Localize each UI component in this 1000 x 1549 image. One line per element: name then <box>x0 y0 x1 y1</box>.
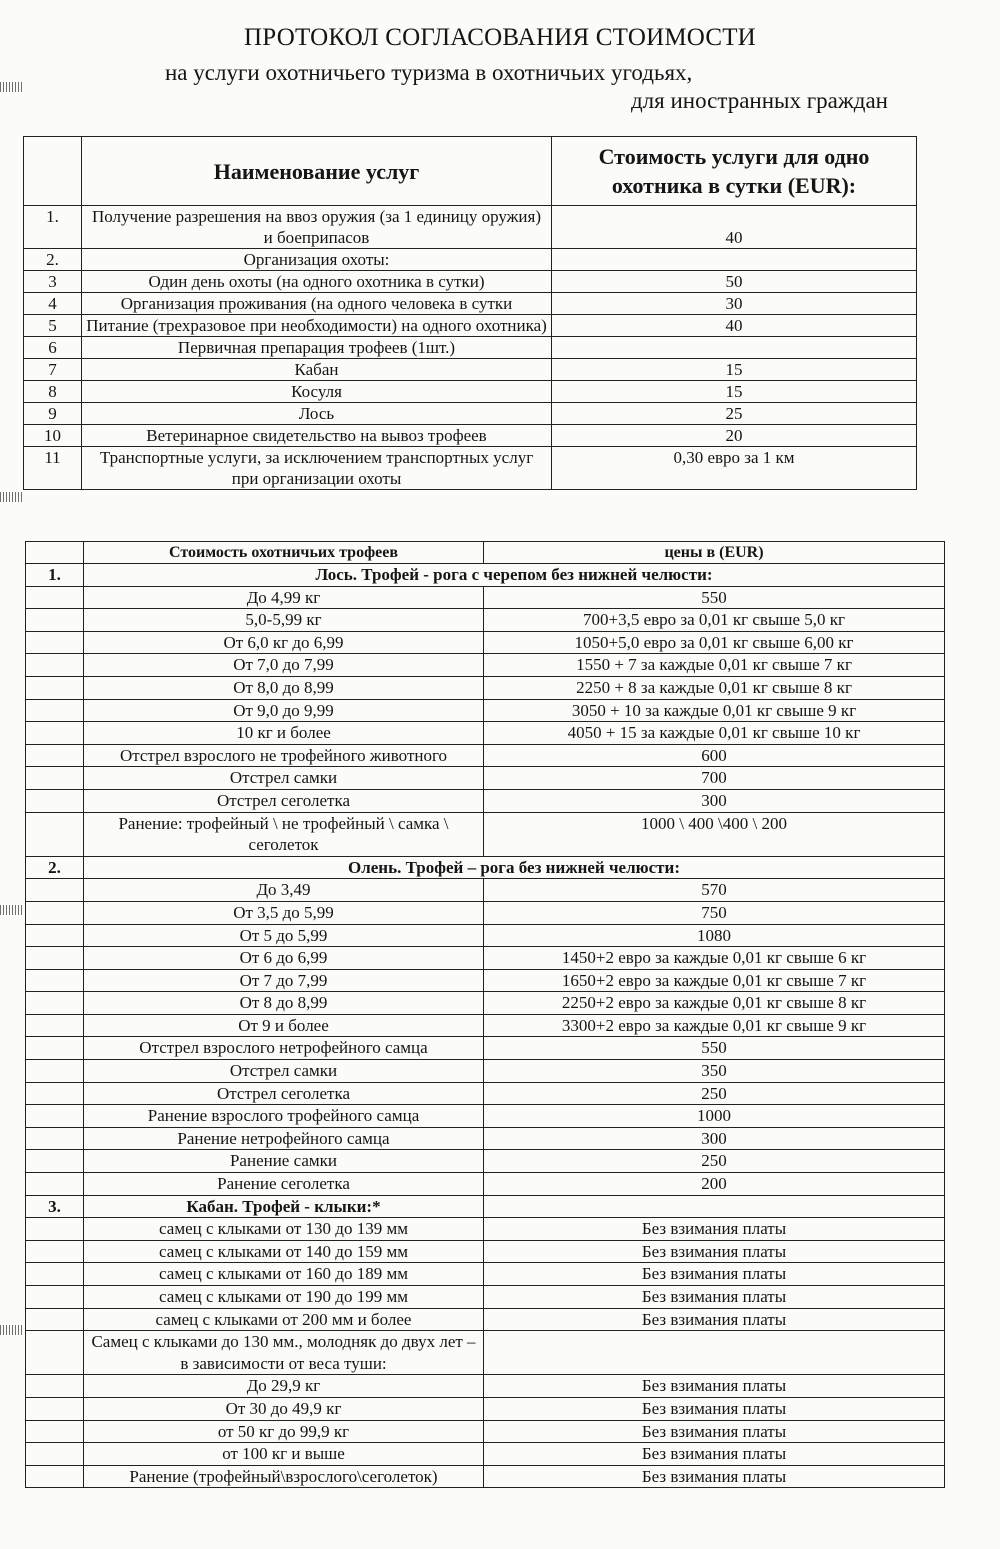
trophy-num <box>26 1173 84 1196</box>
service-price: 15 <box>552 381 917 403</box>
service-name: Организация проживания (на одного человека в сутки <box>82 293 552 315</box>
document-title: ПРОТОКОЛ СОГЛАСОВАНИЯ СТОИМОСТИ <box>244 24 756 51</box>
service-name: Ветеринарное свидетельство на вывоз трофеев <box>82 425 552 447</box>
service-price <box>552 249 917 271</box>
trophy-name: Отстрел взрослого не трофейного животного <box>84 744 484 767</box>
trophy-num <box>26 699 84 722</box>
service-name: Питание (трехразовое при необходимости) на одного охотника) <box>82 315 552 337</box>
trophy-price: 1000 <box>484 1105 945 1128</box>
service-row <box>24 206 917 249</box>
trophy-row <box>26 744 945 767</box>
service-num: 11 <box>24 447 82 490</box>
service-name: Кабан <box>82 359 552 381</box>
trophy-num <box>26 744 84 767</box>
trophy-price: 250 <box>484 1150 945 1173</box>
trophy-name: от 50 кг до 99,9 кг <box>84 1420 484 1443</box>
trophy-row <box>26 1443 945 1466</box>
scan-mark <box>0 82 24 92</box>
trophy-price: 1550 + 7 за каждые 0,01 кг свыше 7 кг <box>484 654 945 677</box>
trophy-row <box>26 1218 945 1241</box>
trophy-table-body <box>26 542 945 1488</box>
trophy-name: От 8,0 до 8,99 <box>84 676 484 699</box>
trophy-name: От 6,0 кг до 6,99 <box>84 631 484 654</box>
trophy-row <box>26 901 945 924</box>
service-name: Транспортные услуги, за исключением транспортных услуг при организации охоты <box>82 447 552 490</box>
trophy-row <box>26 969 945 992</box>
trophy-row <box>26 1127 945 1150</box>
trophy-price: 1080 <box>484 924 945 947</box>
service-num: 1. <box>24 206 82 249</box>
trophy-row <box>26 1308 945 1331</box>
trophy-num <box>26 676 84 699</box>
trophy-name: Ранение самки <box>84 1150 484 1173</box>
trophy-row <box>26 609 945 632</box>
service-name: Один день охоты (на одного охотника в сутки) <box>82 271 552 293</box>
trophy-row <box>26 1286 945 1309</box>
service-price: 20 <box>552 425 917 447</box>
trophy-row <box>26 722 945 745</box>
document-subtitle-line2: для иностранных граждан <box>630 88 888 113</box>
trophy-name: Ранение (трофейный\взрослого\сеголеток) <box>84 1465 484 1488</box>
trophy-row <box>26 699 945 722</box>
trophy-table <box>25 541 945 1488</box>
trophy-num <box>26 1375 84 1398</box>
trophy-row <box>26 1240 945 1263</box>
trophy-price: 300 <box>484 789 945 812</box>
trophy-name: Отстрел взрослого нетрофейного самца <box>84 1037 484 1060</box>
service-num: 10 <box>24 425 82 447</box>
trophy-name: самец с клыками от 140 до 159 мм <box>84 1240 484 1263</box>
service-row <box>24 381 917 403</box>
trophy-name: самец с клыками от 200 мм и более <box>84 1308 484 1331</box>
service-price: 30 <box>552 293 917 315</box>
trophy-num <box>26 609 84 632</box>
scan-mark <box>0 1325 24 1335</box>
trophy-name: Ранение сеголетка <box>84 1173 484 1196</box>
service-price: 50 <box>552 271 917 293</box>
service-price: 40 <box>552 315 917 337</box>
service-name: Косуля <box>82 381 552 403</box>
services-header-name: Наименование услуг <box>82 137 552 206</box>
service-num: 6 <box>24 337 82 359</box>
service-num: 2. <box>24 249 82 271</box>
trophy-name: самец с клыками от 130 до 139 мм <box>84 1218 484 1241</box>
trophy-row <box>26 1105 945 1128</box>
trophy-price: Без взимания платы <box>484 1397 945 1420</box>
trophy-num <box>26 789 84 812</box>
service-price: 25 <box>552 403 917 425</box>
document-subtitle-line1: на услуги охотничьего туризма в охотничьих угодьях, <box>165 60 693 85</box>
trophy-name: от 100 кг и выше <box>84 1443 484 1466</box>
trophy-num <box>26 1263 84 1286</box>
trophy-num <box>26 879 84 902</box>
trophy-num <box>26 722 84 745</box>
trophy-num <box>26 812 84 856</box>
trophy-num <box>26 654 84 677</box>
trophy-section-title: Олень. Трофей – рога без нижней челюсти: <box>84 856 945 879</box>
trophy-num <box>26 1465 84 1488</box>
trophy-price: 750 <box>484 901 945 924</box>
trophy-row <box>26 1331 945 1375</box>
trophy-name: самец с клыками от 160 до 189 мм <box>84 1263 484 1286</box>
trophy-name: самец с клыками от 190 до 199 мм <box>84 1286 484 1309</box>
trophy-num <box>26 1127 84 1150</box>
service-row <box>24 315 917 337</box>
trophy-row <box>26 676 945 699</box>
trophy-num <box>26 1331 84 1375</box>
trophy-name: До 4,99 кг <box>84 586 484 609</box>
trophy-name: От 7 до 7,99 <box>84 969 484 992</box>
trophy-price: 700 <box>484 767 945 790</box>
trophy-price: 200 <box>484 1173 945 1196</box>
trophy-num <box>26 1240 84 1263</box>
trophy-price: 550 <box>484 1037 945 1060</box>
trophy-num <box>26 969 84 992</box>
scan-mark <box>0 492 24 502</box>
trophy-row <box>26 812 945 856</box>
service-num: 7 <box>24 359 82 381</box>
trophy-num <box>26 947 84 970</box>
services-header-num <box>24 137 82 206</box>
services-header-price: Стоимость услуги для одно охотника в сутки (EUR): <box>552 137 917 206</box>
trophy-price: 1450+2 евро за каждые 0,01 кг свыше 6 кг <box>484 947 945 970</box>
service-name: Лось <box>82 403 552 425</box>
trophy-price <box>484 1331 945 1375</box>
trophy-price: Без взимания платы <box>484 1286 945 1309</box>
service-num: 4 <box>24 293 82 315</box>
trophy-section-num: 1. <box>26 564 84 587</box>
service-num: 8 <box>24 381 82 403</box>
trophy-name: Отстрел самки <box>84 767 484 790</box>
trophy-name: От 8 до 8,99 <box>84 992 484 1015</box>
trophy-price: Без взимания платы <box>484 1218 945 1241</box>
trophy-section-empty <box>484 1195 945 1218</box>
trophy-price: 350 <box>484 1060 945 1083</box>
trophy-price: 3050 + 10 за каждые 0,01 кг свыше 9 кг <box>484 699 945 722</box>
trophy-name: Ранение нетрофейного самца <box>84 1127 484 1150</box>
trophy-price: 600 <box>484 744 945 767</box>
trophy-price: Без взимания платы <box>484 1443 945 1466</box>
service-num: 9 <box>24 403 82 425</box>
trophy-row <box>26 586 945 609</box>
service-price: 40 <box>552 206 917 249</box>
trophy-num <box>26 767 84 790</box>
trophy-num <box>26 1150 84 1173</box>
trophy-section-row <box>26 564 945 587</box>
trophy-table-header <box>26 542 945 564</box>
trophy-num <box>26 1014 84 1037</box>
trophy-num <box>26 1105 84 1128</box>
trophy-num <box>26 1060 84 1083</box>
trophy-section-num: 2. <box>26 856 84 879</box>
trophy-row <box>26 1060 945 1083</box>
trophy-price: Без взимания платы <box>484 1465 945 1488</box>
trophy-name: Самец с клыками до 130 мм., молодняк до двух лет – в зависимости от веса туши: <box>84 1331 484 1375</box>
trophy-name: От 3,5 до 5,99 <box>84 901 484 924</box>
trophy-num <box>26 1308 84 1331</box>
trophy-price: 300 <box>484 1127 945 1150</box>
trophy-row <box>26 1150 945 1173</box>
service-row <box>24 293 917 315</box>
trophy-row <box>26 1420 945 1443</box>
scan-mark <box>0 905 24 915</box>
trophy-num <box>26 1037 84 1060</box>
trophy-name: От 6 до 6,99 <box>84 947 484 970</box>
trophy-name: 10 кг и более <box>84 722 484 745</box>
trophy-row <box>26 1465 945 1488</box>
services-table-header <box>24 137 917 206</box>
trophy-num <box>26 1218 84 1241</box>
service-row <box>24 337 917 359</box>
service-row <box>24 425 917 447</box>
trophy-price: Без взимания платы <box>484 1375 945 1398</box>
service-name: Организация охоты: <box>82 249 552 271</box>
service-row <box>24 359 917 381</box>
trophy-price: 3300+2 евро за каждые 0,01 кг свыше 9 кг <box>484 1014 945 1037</box>
trophy-name: От 9 и более <box>84 1014 484 1037</box>
service-price: 0,30 евро за 1 км <box>552 447 917 490</box>
trophy-name: От 30 до 49,9 кг <box>84 1397 484 1420</box>
trophy-price: Без взимания платы <box>484 1263 945 1286</box>
trophy-row <box>26 654 945 677</box>
trophy-row <box>26 1397 945 1420</box>
services-table <box>23 136 917 490</box>
trophy-name: Отстрел сеголетка <box>84 1082 484 1105</box>
trophy-row <box>26 1082 945 1105</box>
trophy-row <box>26 992 945 1015</box>
service-row <box>24 403 917 425</box>
trophy-price: 550 <box>484 586 945 609</box>
trophy-row <box>26 1014 945 1037</box>
trophy-name: До 29,9 кг <box>84 1375 484 1398</box>
trophy-num <box>26 992 84 1015</box>
trophy-price: 250 <box>484 1082 945 1105</box>
trophy-header-price: цены в (EUR) <box>484 542 945 564</box>
trophy-name: Ранение взрослого трофейного самца <box>84 1105 484 1128</box>
trophy-num <box>26 924 84 947</box>
trophy-price: Без взимания платы <box>484 1420 945 1443</box>
trophy-row <box>26 789 945 812</box>
trophy-row <box>26 879 945 902</box>
service-row <box>24 447 917 490</box>
trophy-price: 1650+2 евро за каждые 0,01 кг свыше 7 кг <box>484 969 945 992</box>
trophy-num <box>26 1082 84 1105</box>
trophy-name: До 3,49 <box>84 879 484 902</box>
trophy-name: Отстрел самки <box>84 1060 484 1083</box>
trophy-num <box>26 1420 84 1443</box>
trophy-name: Ранение: трофейный \ не трофейный \ самка \ сеголеток <box>84 812 484 856</box>
services-table-body <box>24 137 917 490</box>
trophy-row <box>26 947 945 970</box>
trophy-num <box>26 901 84 924</box>
service-num: 5 <box>24 315 82 337</box>
service-row <box>24 249 917 271</box>
trophy-num <box>26 631 84 654</box>
service-num: 3 <box>24 271 82 293</box>
service-price <box>552 337 917 359</box>
trophy-num <box>26 1397 84 1420</box>
trophy-section-title: Кабан. Трофей - клыки:* <box>84 1195 484 1218</box>
trophy-price: 1000 \ 400 \400 \ 200 <box>484 812 945 856</box>
trophy-row <box>26 1037 945 1060</box>
service-price: 15 <box>552 359 917 381</box>
trophy-price: 570 <box>484 879 945 902</box>
trophy-name: От 5 до 5,99 <box>84 924 484 947</box>
trophy-price: 2250 + 8 за каждые 0,01 кг свыше 8 кг <box>484 676 945 699</box>
trophy-price: 1050+5,0 евро за 0,01 кг свыше 6,00 кг <box>484 631 945 654</box>
trophy-price: Без взимания платы <box>484 1240 945 1263</box>
trophy-row <box>26 1263 945 1286</box>
trophy-price: 2250+2 евро за каждые 0,01 кг свыше 8 кг <box>484 992 945 1015</box>
service-row <box>24 271 917 293</box>
trophy-section-row <box>26 856 945 879</box>
trophy-num <box>26 1443 84 1466</box>
trophy-name: 5,0-5,99 кг <box>84 609 484 632</box>
trophy-section-title: Лось. Трофей - рога с черепом без нижней челюсти: <box>84 564 945 587</box>
trophy-name: От 7,0 до 7,99 <box>84 654 484 677</box>
trophy-price: 4050 + 15 за каждые 0,01 кг свыше 10 кг <box>484 722 945 745</box>
service-name: Получение разрешения на ввоз оружия (за 1 единицу оружия) и боеприпасов <box>82 206 552 249</box>
trophy-section-num: 3. <box>26 1195 84 1218</box>
trophy-row <box>26 924 945 947</box>
trophy-row <box>26 631 945 654</box>
trophy-price: 700+3,5 евро за 0,01 кг свыше 5,0 кг <box>484 609 945 632</box>
trophy-header-name: Стоимость охотничьих трофеев <box>84 542 484 564</box>
trophy-name: От 9,0 до 9,99 <box>84 699 484 722</box>
trophy-num <box>26 586 84 609</box>
trophy-row <box>26 767 945 790</box>
trophy-row <box>26 1375 945 1398</box>
trophy-num <box>26 1286 84 1309</box>
trophy-header-num <box>26 542 84 564</box>
trophy-name: Отстрел сеголетка <box>84 789 484 812</box>
trophy-row <box>26 1173 945 1196</box>
trophy-price: Без взимания платы <box>484 1308 945 1331</box>
trophy-section-row <box>26 1195 945 1218</box>
service-name: Первичная препарация трофеев (1шт.) <box>82 337 552 359</box>
